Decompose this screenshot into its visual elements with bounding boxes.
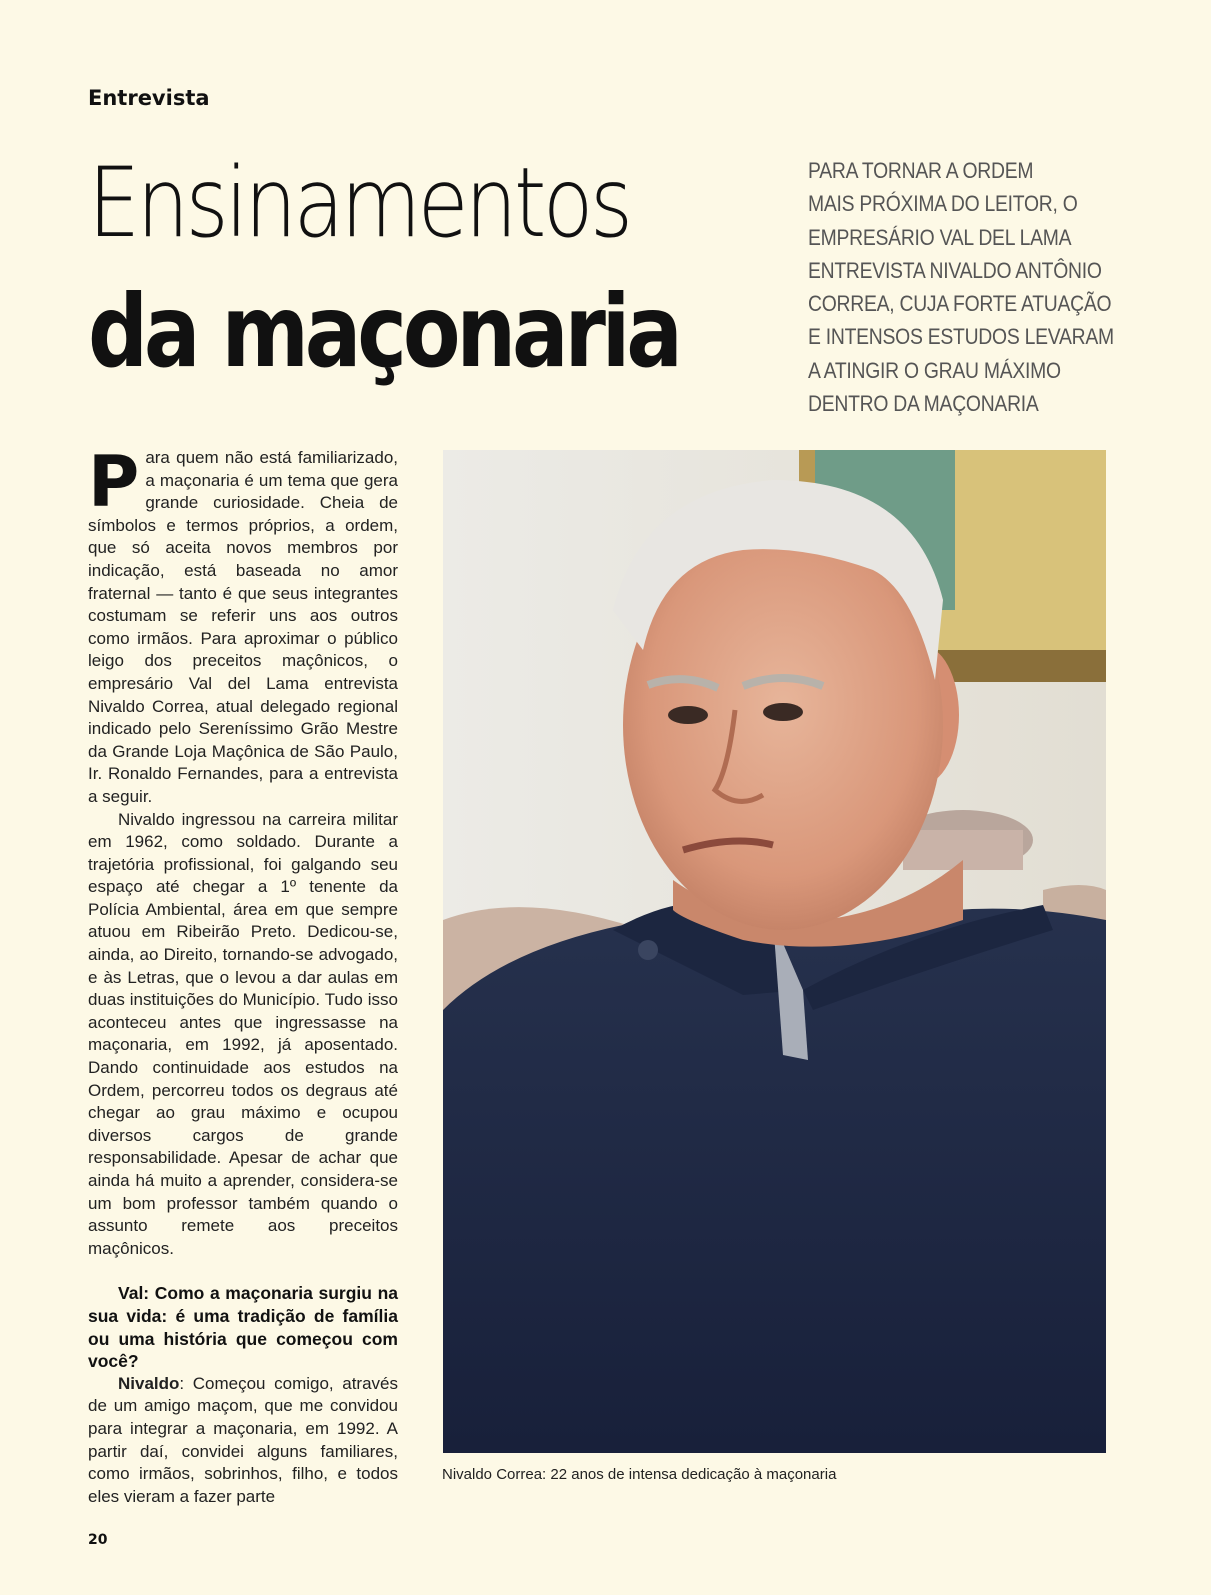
article-body (88, 441, 398, 1508)
interview-answer (88, 1373, 398, 1509)
deck-line: ENTREVISTA NIVALDO ANTÔNIO (808, 257, 1102, 283)
deck-line: EMPRESÁRIO VAL DEL LAMA (808, 224, 1072, 250)
headline-line-1: Ensinamentos (88, 147, 630, 259)
page-number: 20 (88, 1532, 108, 1548)
answer-text: : Começou comigo, através de um amigo maçom, que me convidou para integrar a maçonaria, em 1992. A partir daí, convidei alguns familiares, como irmãos, sobrinhos, filho, e todos eles vieram a fazer parte (88, 1373, 398, 1506)
answer-speaker: Nivaldo (118, 1373, 180, 1393)
photo-caption: Nivaldo Correa: 22 anos de intensa dedicação à maçonaria (442, 1466, 837, 1483)
portrait-photo (443, 450, 1106, 1453)
deck-line: MAIS PRÓXIMA DO LEITOR, O (808, 191, 1078, 217)
deck-line: CORREA, CUJA FORTE ATUAÇÃO (808, 291, 1112, 317)
deck-text (808, 154, 1168, 420)
article-paragraph-1 (88, 441, 398, 809)
interview-question: Val: Como a maçonaria surgiu na sua vida: é uma tradição de família ou uma história que começou com você? (88, 1283, 398, 1372)
paragraph-text: ara quem não está familiarizado, a maçonaria é um tema que gera grande curiosidade. Cheia de símbolos e termos próprios, a ordem, que só aceita novos membros por indicação, está baseada no amor fraternal — tanto é que seus integrantes costumam se referir uns aos outros como irmãos. Para aproximar o público leigo dos preceitos maçônicos, o empresário Val del Lama entrevista Nivaldo Correa, atual delegado regional indicado pelo Sereníssimo Grão Mestre da Grande Loja Maçônica de São Paulo, Ir. Ronaldo Fernandes, para a entrevista a seguir. (88, 448, 398, 806)
deck-line: DENTRO DA MAÇONARIA (808, 391, 1039, 417)
headline-line-2: da maçonaria (88, 273, 679, 390)
portrait-illustration (443, 450, 1106, 1453)
deck-line: PARA TORNAR A ORDEM (808, 158, 1034, 183)
section-label: Entrevista (88, 86, 210, 110)
deck-line: A ATINGIR O GRAU MÁXIMO (808, 357, 1061, 383)
article-paragraph-2: Nivaldo ingressou na carreira militar em 1962, como soldado. Durante a trajetória profissional, foi galgando seu espaço até chegar a 1º tenente da Polícia Ambiental, área em que sempre atuou em Ribeirão Preto. Dedicou-se, ainda, ao Direito, tornando-se advogado, e às Letras, que o levou a dar aulas em duas instituições do Município. Tudo isso aconteceu antes que ingressasse na maçonaria, em 1992, já aposentado. Dando continuidade aos estudos na Ordem, percorreu todos os degraus até chegar ao grau máximo e ocupou diversos cargos de grande responsabilidade. Apesar de achar que ainda há muito a aprender, considera-se um bom professor também quando o assunto remete aos preceitos maçônicos. (88, 809, 398, 1258)
drop-cap: P (88, 441, 140, 523)
deck-line: E INTENSOS ESTUDOS LEVARAM (808, 324, 1114, 350)
